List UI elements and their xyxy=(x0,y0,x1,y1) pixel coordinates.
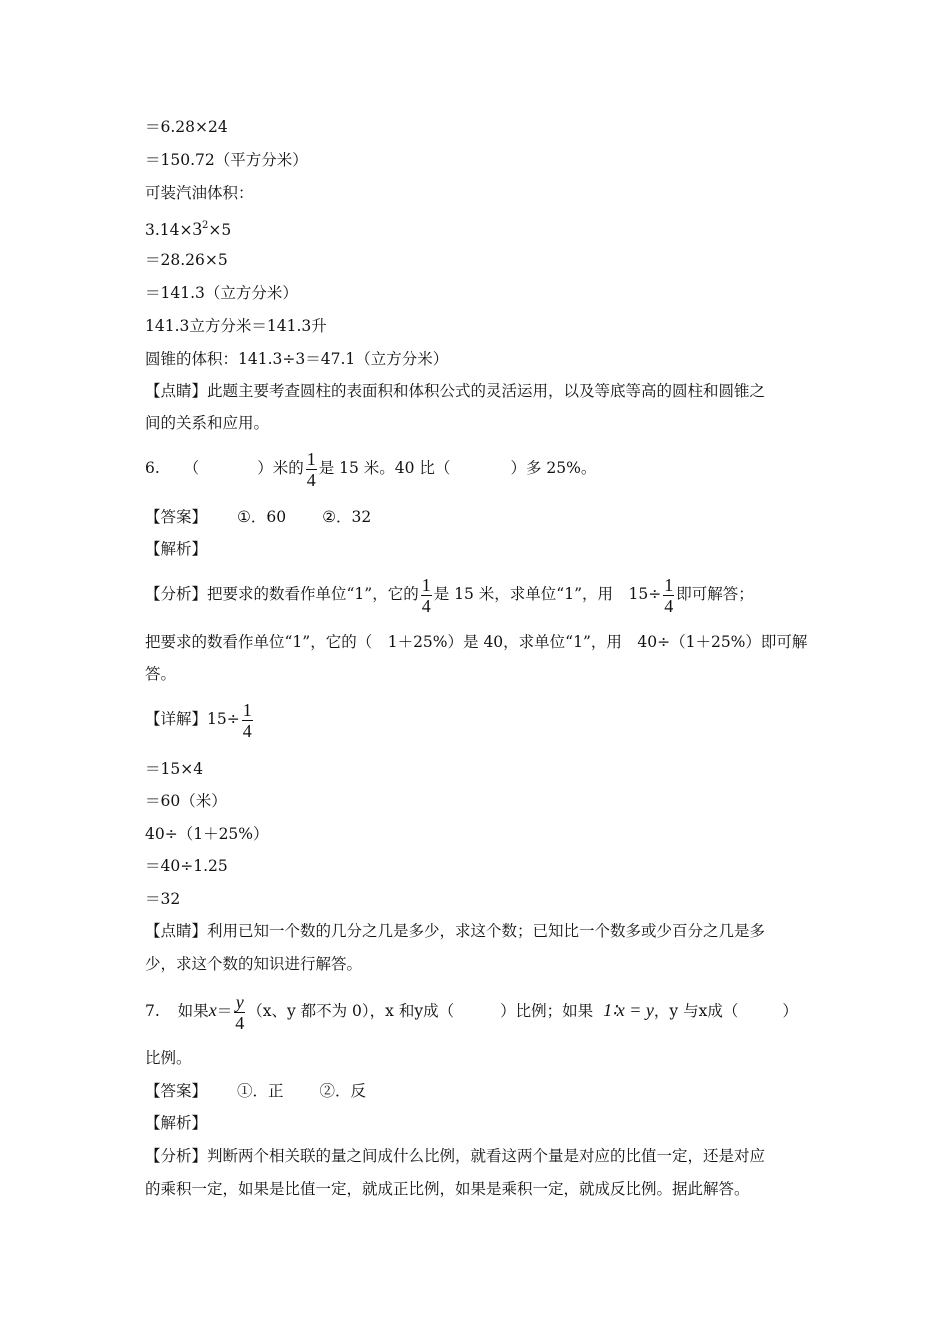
text-line: 可装汽油体积： xyxy=(145,184,254,202)
question-number: 7. xyxy=(145,1002,160,1020)
base-number: 3 xyxy=(192,219,202,240)
text-segment: ）米的 xyxy=(257,459,304,477)
fraction xyxy=(234,992,245,1033)
fenxi-line: 【分析】判断两个相关联的量之间成什么比例，就看这两个量是对应的比值一定，还是对应 xyxy=(145,1147,766,1165)
fraction-denominator: 4 xyxy=(421,595,431,616)
fraction-denominator: 4 xyxy=(242,720,252,741)
text-line: ＝28.26×5 xyxy=(145,251,228,269)
answer-line xyxy=(145,1080,366,1102)
text-segment: 3.14× xyxy=(145,221,193,239)
text-segment: ） xyxy=(782,1002,798,1020)
text-segment: ）比例；如果 xyxy=(500,1002,594,1020)
text-line: ＝150.72（平方分米） xyxy=(145,151,308,169)
text-segment: 即可解答； xyxy=(676,585,754,603)
text-line: 间的关系和应用。 xyxy=(145,414,270,432)
ratio-expression: 1∶x = y xyxy=(603,1000,654,1020)
exponent: 2 xyxy=(202,220,209,231)
text-line: ＝141.3（立方分米） xyxy=(145,284,298,302)
detail-line xyxy=(145,697,255,741)
analysis-label: 【解析】 xyxy=(145,540,208,558)
fraction xyxy=(306,449,317,490)
text-line: 比例。 xyxy=(145,1049,192,1067)
text-segment: ×5 xyxy=(208,221,232,239)
variable-x: x xyxy=(208,1000,217,1020)
fraction-denominator: 4 xyxy=(306,469,316,490)
fraction xyxy=(421,575,432,616)
answer-label: 【答案】 xyxy=(145,508,208,526)
text-line: 圆锥的体积：141.3÷3＝47.1（立方分米） xyxy=(145,350,449,368)
text-segment: （ xyxy=(183,459,200,477)
text-line: 把要求的数看作单位“1”，它的（ 1＋25%）是 40，求单位“1”，用 40÷（1＋25%）即可解 xyxy=(145,633,808,651)
answer-value: ②．32 xyxy=(322,508,372,526)
dianjing-line: 【点睛】利用已知一个数的几分之几是多少，求这个数；已知比一个数多或少百分之几是多 xyxy=(145,922,766,940)
text-segment: 是 15 米，求单位“1”，用 15÷ xyxy=(433,585,662,603)
text-line: 少，求这个数的知识进行解答。 xyxy=(145,955,363,973)
question-7 xyxy=(145,988,798,1033)
text-line: ＝6.28×24 xyxy=(145,118,228,136)
analysis-label: 【解析】 xyxy=(145,1114,208,1132)
fraction-numerator: 1 xyxy=(242,699,252,720)
text-segment: ）多 25%。 xyxy=(510,459,597,477)
fraction-numerator: y xyxy=(235,991,244,1012)
dianjing-line: 【点睛】此题主要考查圆柱的表面积和体积公式的灵活运用，以及等底等高的圆柱和圆锥之 xyxy=(145,382,766,400)
step-line: ＝60（米） xyxy=(145,792,227,810)
answer-value: ②．反 xyxy=(319,1082,367,1100)
text-segment: 如果 xyxy=(177,1002,209,1020)
fraction xyxy=(663,575,674,616)
fraction-numerator: 1 xyxy=(306,448,316,469)
step-line: ＝40÷1.25 xyxy=(145,857,228,875)
text-segment: 是 15 米。40 比（ xyxy=(318,459,451,477)
equals-sign: ＝ xyxy=(216,1002,233,1020)
step-line: ＝32 xyxy=(145,890,181,908)
answer-label: 【答案】 xyxy=(145,1082,208,1100)
step-line: 40÷（1＋25%） xyxy=(145,825,269,843)
fraction-denominator: 4 xyxy=(235,1012,245,1033)
text-segment: 【详解】15÷ xyxy=(145,710,240,728)
text-line: 141.3立方分米＝141.3升 xyxy=(145,317,327,335)
text-segment: ，y 与x成（ xyxy=(653,1002,739,1020)
text-line xyxy=(145,215,231,241)
fraction-numerator: 1 xyxy=(664,574,674,595)
text-segment: 【分析】把要求的数看作单位“1”，它的 xyxy=(145,585,419,603)
fraction-denominator: 4 xyxy=(664,595,674,616)
answer-value: ①．60 xyxy=(237,508,287,526)
fenxi-line xyxy=(145,572,754,616)
text-line: 答。 xyxy=(145,665,177,683)
answer-value: ①．正 xyxy=(237,1082,284,1100)
fraction-numerator: 1 xyxy=(421,574,431,595)
question-6 xyxy=(145,446,596,490)
text-segment: （x、y 都不为 0），x 和y成（ xyxy=(247,1002,455,1020)
step-line: ＝15×4 xyxy=(145,760,204,778)
fraction xyxy=(242,700,253,741)
answer-line xyxy=(145,506,371,528)
text-line: 的乘积一定，如果是比值一定，就成正比例，如果是乘积一定，就成反比例。据此解答。 xyxy=(145,1180,750,1198)
question-number: 6. xyxy=(145,459,160,477)
